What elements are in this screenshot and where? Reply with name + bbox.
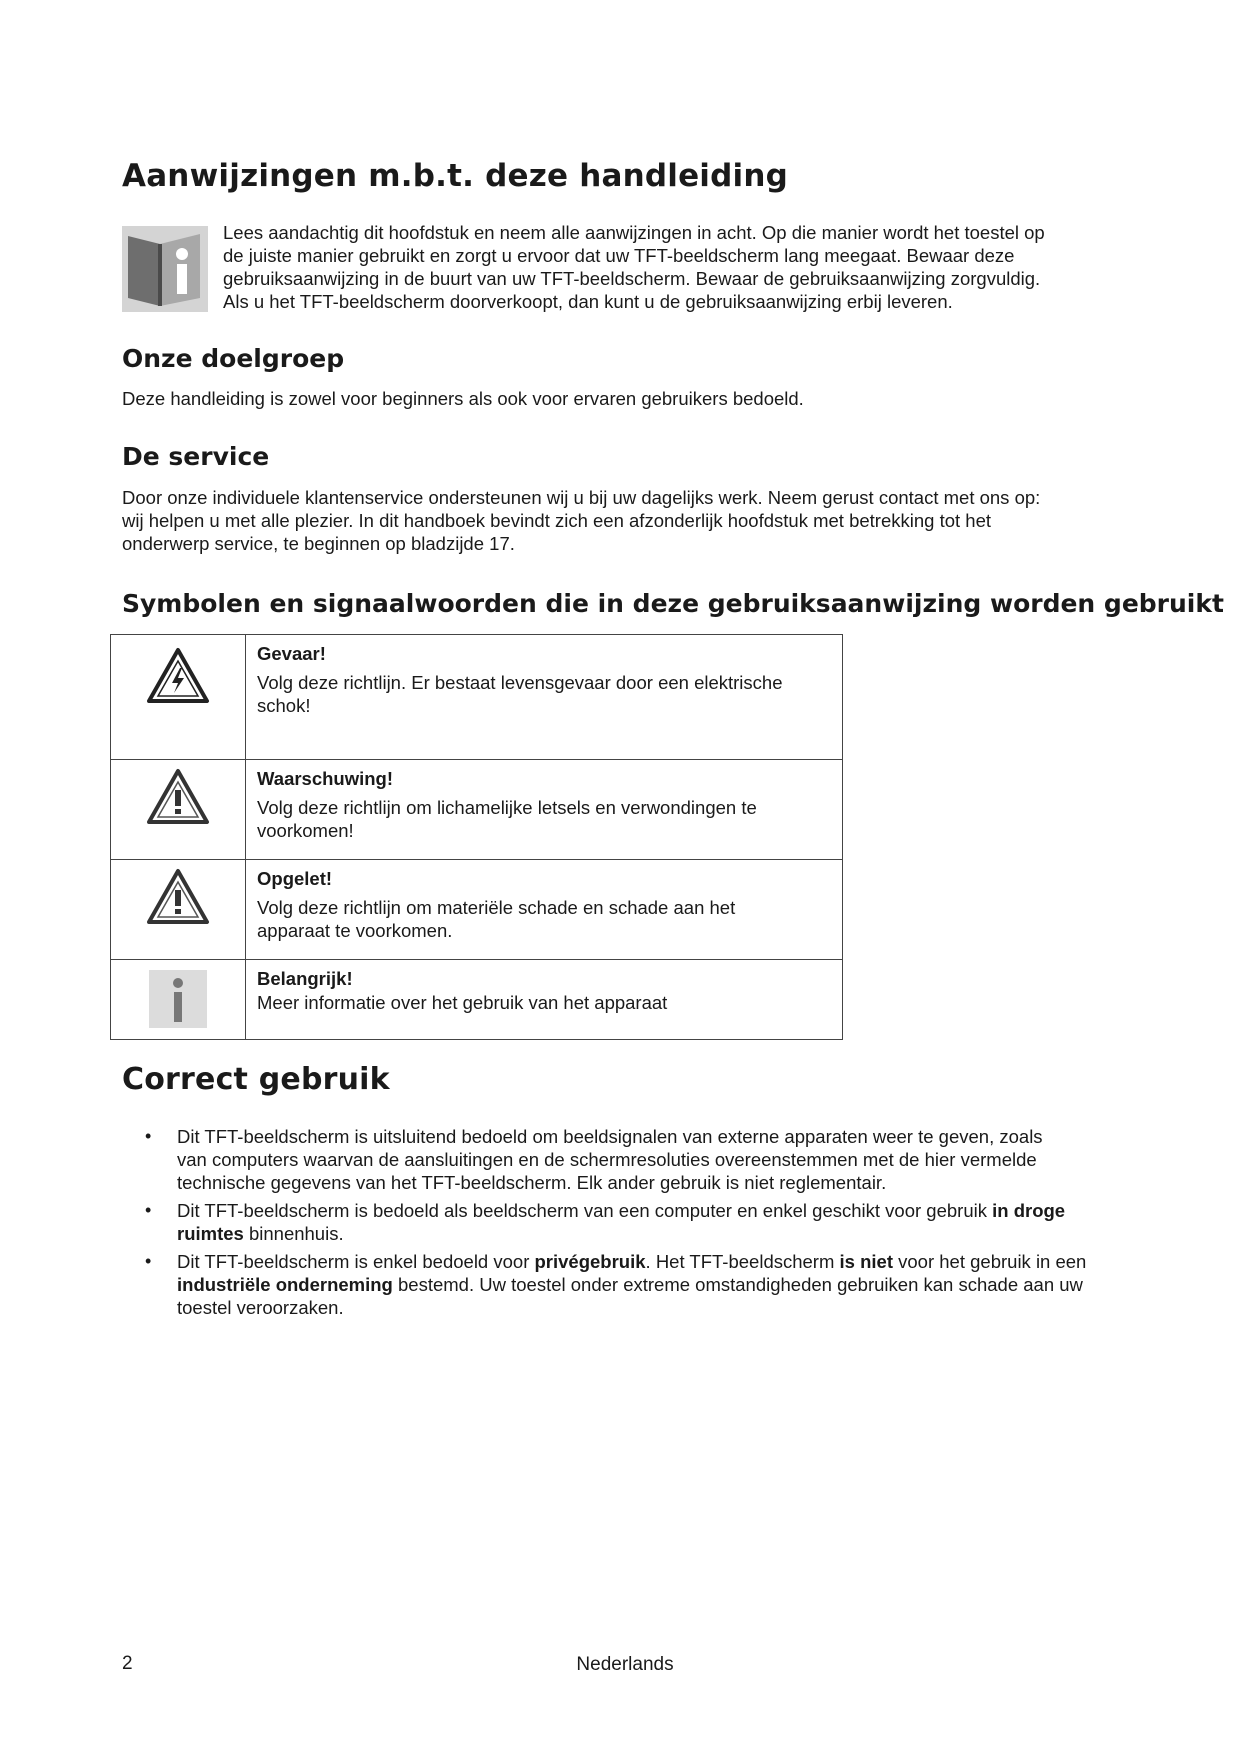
list-item <box>122 1199 1132 1245</box>
caution-exclamation-icon <box>146 868 210 926</box>
symbol-title: Opgelet! <box>257 868 333 889</box>
symbol-title: Belangrijk! <box>257 968 353 989</box>
symbols-table <box>110 634 843 1040</box>
bullet-dot: • <box>145 1200 152 1220</box>
list-item-text: Dit TFT-beeldscherm is bedoeld als beeldscherm van een computer en enkel geschikt voor gebruik <box>177 1200 993 1221</box>
list-item-text: voor het gebruik in een <box>893 1251 1087 1272</box>
symbol-row-warning <box>111 760 843 860</box>
target-group-heading: Onze doelgroep <box>122 344 345 373</box>
list-item-text: . Het TFT-beeldscherm <box>645 1251 840 1272</box>
intro-paragraph <box>223 221 1143 313</box>
symbol-description <box>257 796 832 842</box>
correct-use-heading: Correct gebruik <box>122 1062 390 1097</box>
symbols-heading: Symbolen en signaalwoorden die in deze gebruiksaanwijzing worden gebruikt <box>122 589 1224 618</box>
info-icon <box>149 970 207 1028</box>
list-item <box>122 1250 1132 1319</box>
symbol-description <box>257 671 832 717</box>
symbol-row-important <box>111 960 843 1040</box>
service-paragraph <box>122 486 1142 555</box>
description-line: schok! <box>257 695 311 716</box>
intro-line: Lees aandachtig dit hoofdstuk en neem alle aanwijzingen in acht. Op die manier wordt het toestel op <box>223 222 1045 243</box>
symbol-text-cell <box>246 760 843 860</box>
description-line: Volg deze richtlijn om lichamelijke letsels en verwondingen te <box>257 797 757 818</box>
list-item-text: binnenhuis. <box>243 1223 344 1244</box>
symbol-icon-cell <box>111 960 246 1040</box>
page-number: 2 <box>122 1653 133 1674</box>
emphasis-text: in droge ruimtes <box>177 1200 1066 1244</box>
emphasis-text: is niet <box>839 1251 893 1272</box>
manual-info-icon <box>122 226 208 312</box>
symbol-icon-cell <box>111 860 246 960</box>
symbol-text-cell <box>246 635 843 760</box>
description-line: Meer informatie over het gebruik van het apparaat <box>257 992 668 1013</box>
symbol-icon-cell <box>111 760 246 860</box>
symbol-text-cell <box>246 860 843 960</box>
service-line: onderwerp service, te beginnen op bladzijde 17. <box>122 533 515 554</box>
service-line: wij helpen u met alle plezier. In dit handboek bevindt zich een afzonderlijk hoofdstuk met betrekking tot het <box>122 510 991 531</box>
list-item-line: van computers waarvan de aansluitingen en de schermresoluties overeenstemmen met de hier vermelde <box>177 1149 1037 1170</box>
list-item-line: Dit TFT-beeldscherm is uitsluitend bedoeld om beeldsignalen van externe apparaten weer te geven, zoals <box>177 1126 1043 1147</box>
description-line: Volg deze richtlijn. Er bestaat levensgevaar door een elektrische <box>257 672 783 693</box>
emphasis-text: privégebruik <box>534 1251 646 1272</box>
symbol-icon-cell <box>111 635 246 760</box>
symbol-row-caution <box>111 860 843 960</box>
emphasis-text: industriële onderneming <box>177 1274 393 1295</box>
list-item <box>122 1125 1132 1194</box>
intro-line: de juiste manier gebruikt en zorgt u ervoor dat uw TFT-beeldscherm lang meegaat. Bewaar deze <box>223 245 1015 266</box>
bullet-dot: • <box>145 1126 152 1146</box>
intro-line: Als u het TFT-beeldscherm doorverkoopt, dan kunt u de gebruiksaanwijzing erbij leveren. <box>223 291 953 312</box>
page-title: Aanwijzingen m.b.t. deze handleiding <box>122 158 788 194</box>
list-item-text: bestemd. Uw toestel onder extreme omstandigheden gebruiken kan schade aan uw toestel veroorzaken. <box>177 1274 1083 1318</box>
symbol-title: Gevaar! <box>257 643 326 664</box>
description-line: apparaat te voorkomen. <box>257 920 453 941</box>
correct-use-list <box>122 1125 1132 1324</box>
symbol-description <box>257 896 832 942</box>
symbol-description <box>257 991 832 1014</box>
bullet-dot: • <box>145 1251 152 1271</box>
warning-exclamation-icon <box>146 768 210 826</box>
target-group-text: Deze handleiding is zowel voor beginners als ook voor ervaren gebruikers bedoeld. <box>122 388 804 409</box>
service-heading: De service <box>122 442 270 471</box>
list-item-line: technische gegevens van het TFT-beeldscherm. Elk ander gebruik is niet reglementair. <box>177 1172 887 1193</box>
intro-line: gebruiksaanwijzing in de buurt van uw TFT-beeldscherm. Bewaar de gebruiksaanwijzing zorgvuldig. <box>223 268 1041 289</box>
footer-language: Nederlands <box>576 1654 674 1675</box>
symbol-text-cell <box>246 960 843 1040</box>
symbol-title: Waarschuwing! <box>257 768 394 789</box>
symbol-row-danger <box>111 635 843 760</box>
electric-hazard-icon <box>146 647 210 705</box>
list-item-text: Dit TFT-beeldscherm is enkel bedoeld voor <box>177 1251 535 1272</box>
description-line: Volg deze richtlijn om materiële schade en schade aan het <box>257 897 736 918</box>
service-line: Door onze individuele klantenservice ondersteunen wij u bij uw dagelijks werk. Neem gerust contact met ons op: <box>122 487 1041 508</box>
description-line: voorkomen! <box>257 820 354 841</box>
